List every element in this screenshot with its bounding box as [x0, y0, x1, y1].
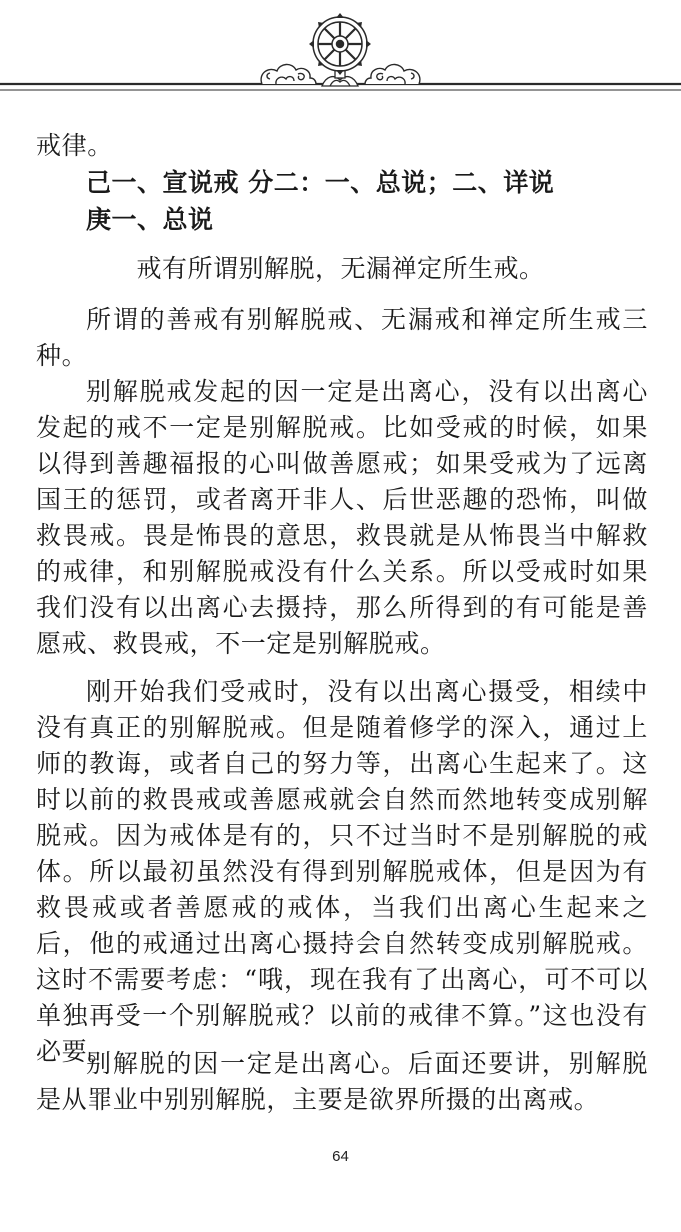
root-verse: 戒有所谓别解脱，无漏禅定所生戒。 — [136, 254, 545, 283]
section-heading-2: 庚一、总说 — [86, 205, 214, 234]
header-ornament — [0, 0, 681, 110]
paragraph: 刚开始我们受戒时，没有以出离心摄受，相续中没有真正的别解脱戒。但是随着修学的深入，通过上师的教诲，或者自己的努力等，出离心生起来了。这时以前的救畏戒或善愿戒就会自然而然地转变成别解脱戒。因为戒体是有的，只不过当时不是别解脱的戒体。所以最初虽然没有得到别解脱戒体，但是因为有救畏戒或者善愿戒的戒体，当我们出离心生起来之后，他的戒通过出离心摄持会自然转变成别解脱戒。这时不需要考虑：“哦，现在我有了出离心，可不可以单独再受一个别解脱戒？以前的戒律不算。”这也没有必要。 — [36, 677, 648, 1066]
paragraph: 别解脱的因一定是出离心。后面还要讲，别解脱是从罪业中别别解脱，主要是欲界所摄的出离戒。 — [36, 1049, 648, 1114]
section-heading-1: 己一、宣说戒 分二：一、总说；二、详说 — [86, 168, 555, 197]
cloud-scroll-right — [365, 64, 420, 84]
cloud-scroll-left — [261, 64, 316, 84]
paragraph: 别解脱戒发起的因一定是出离心，没有以出离心发起的戒不一定是别解脱戒。比如受戒的时候，如果以得到善趣福报的心叫做善愿戒；如果受戒为了远离国王的惩罚，或者离开非人、后世恶趣的恐怖，叫做救畏戒。畏是怖畏的意思，救畏就是从怖畏当中解救的戒律，和别解脱戒没有什么关系。所以受戒时如果我们没有以出离心去摄持，那么所得到的有可能是善愿戒、救畏戒，不一定是别解脱戒。 — [36, 377, 648, 658]
page-number: 64 — [332, 1148, 349, 1165]
continuation-text: 戒律。 — [36, 131, 113, 160]
paragraph: 所谓的善戒有别解脱戒、无漏戒和禅定所生戒三种。 — [36, 305, 648, 370]
dharma-wheel-icon — [309, 13, 371, 75]
